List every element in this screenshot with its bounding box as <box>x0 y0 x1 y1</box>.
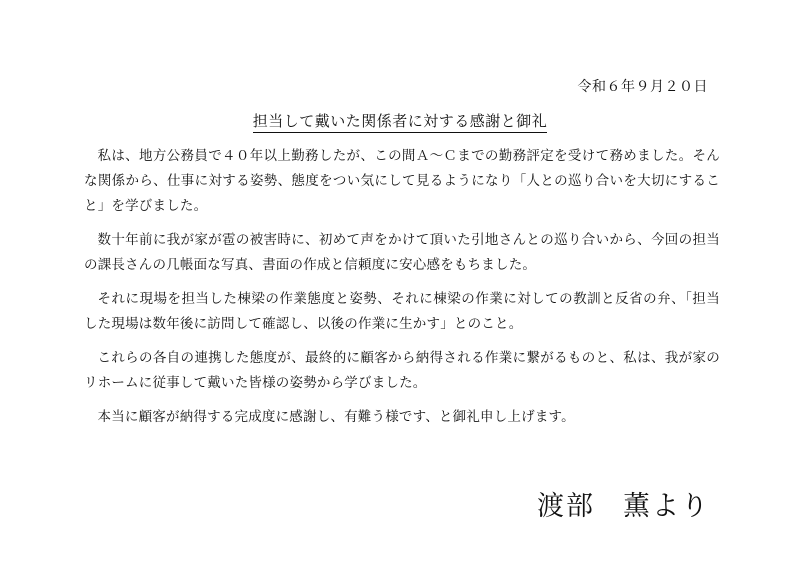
paragraph-5: 本当に顧客が納得する完成度に感謝し、有難う様です、と御礼申し上げます。 <box>97 409 575 425</box>
signature <box>537 484 710 523</box>
letter-body <box>84 144 720 439</box>
letter-title: 担当して戴いた関係者に対する感謝と御礼 <box>253 112 548 133</box>
paragraph-3: それに現場を担当した棟梁の作業態度と姿勢、それに棟梁の作業に対しての教訓と反省の弁、「担当した現場は数年後に訪問して確認し、以後の作業に生かす」とのこと。 <box>84 291 720 332</box>
letter-date: 令和６年９月２０日 <box>577 79 708 95</box>
letter-title-block <box>0 110 800 131</box>
signature-given-name: 薫より <box>623 491 710 522</box>
paragraph-1: 私は、地方公務員で４０年以上勤務したが、この間Ａ～Ｃまでの勤務評定を受けて務めました。そんな関係から、仕事に対する姿勢、態度をつい気にして見るようになり「人との巡り合いを大切にすること」を学びました。 <box>84 148 720 214</box>
paragraph-2: 数十年前に我が家が雹の被害時に、初めて声をかけて頂いた引地さんとの巡り合いから、今回の担当の課長さんの几帳面な写真、書面の作成と信頼度に安心感をもちました。 <box>84 232 720 273</box>
paragraph-4: これらの各自の連携した態度が、最終的に顧客から納得される作業に繋がるものと、私は、我が家のリホームに従事して戴いた皆様の姿勢から学びました。 <box>84 350 720 391</box>
signature-surname: 渡部 <box>537 491 595 522</box>
